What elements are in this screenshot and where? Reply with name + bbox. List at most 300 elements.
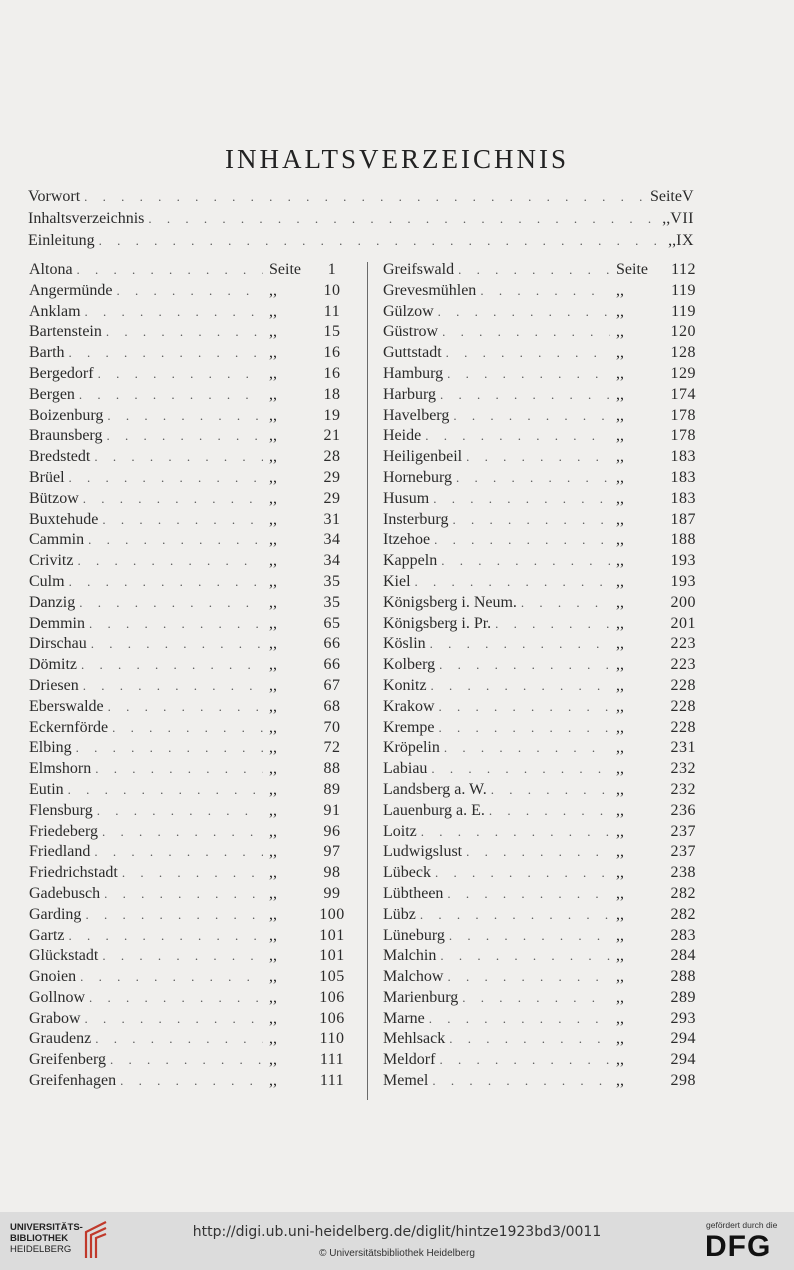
toc-entry	[383, 988, 696, 1009]
toc-entry	[383, 1050, 696, 1071]
toc-entry-page-label: ,,	[616, 1030, 624, 1048]
toc-entry-page-label: ,,	[269, 385, 277, 403]
toc-entry-name: Lübz	[383, 905, 416, 923]
toc-entry	[383, 1029, 696, 1050]
toc-entry-page-number: 119	[671, 302, 696, 320]
toc-entry	[383, 822, 696, 843]
leader-dots	[420, 905, 610, 926]
toc-entry-name: Driesen	[29, 676, 79, 694]
toc-entry-page-number: 35	[323, 572, 341, 590]
toc-entry	[29, 738, 351, 759]
toc-entry-name: Kappeln	[383, 552, 438, 570]
toc-entry	[383, 593, 696, 614]
toc-entry-name: Lübeck	[383, 864, 431, 882]
toc-entry	[383, 676, 696, 697]
leader-dots	[441, 551, 610, 572]
leader-dots	[85, 302, 263, 323]
toc-entry-page-label: ,,	[616, 364, 624, 382]
toc-entry-page-number: 68	[323, 697, 341, 715]
toc-entry-page-number: 201	[670, 614, 696, 632]
toc-entry-name: Bredstedt	[29, 448, 91, 466]
toc-entry-page-number: 200	[670, 593, 696, 611]
toc-entry-page-number: 101	[319, 926, 345, 944]
toc-entry-page-number: 111	[319, 1051, 345, 1069]
page-title: INHALTSVERZEICHNIS	[225, 144, 569, 174]
leader-dots	[495, 614, 610, 635]
toc-entry-name: Königsberg i. Pr.	[383, 614, 492, 632]
toc-entry	[383, 322, 696, 343]
toc-entry-page-label: ,,	[616, 760, 624, 778]
leader-dots	[79, 385, 263, 406]
leader-dots	[434, 530, 610, 551]
toc-entry-page-label: ,,	[616, 427, 624, 445]
toc-entry-page-label: ,,	[269, 822, 277, 840]
leader-dots	[77, 551, 263, 572]
toc-entry-page-label: ,,	[269, 718, 277, 736]
leader-dots	[83, 489, 263, 510]
leader-dots	[77, 260, 263, 281]
toc-entry-page-label: ,,	[616, 780, 624, 798]
toc-entry-name: Barth	[29, 344, 65, 362]
toc-entry-name: Dirschau	[29, 635, 87, 653]
toc-entry-page-number: 237	[670, 843, 696, 861]
leader-dots	[88, 530, 263, 551]
toc-entry-name: Harburg	[383, 385, 437, 403]
toc-entry-page-label: ,,	[616, 302, 624, 320]
leader-dots	[68, 780, 263, 801]
leader-dots	[439, 655, 610, 676]
toc-entry-name: Kolberg	[383, 656, 436, 674]
leader-dots	[480, 281, 610, 302]
toc-entry-page-label: ,,	[269, 468, 277, 486]
toc-entry-name: Grevesmühlen	[383, 281, 477, 299]
library-line-3: HEIDELBERG	[10, 1244, 72, 1255]
toc-entry-page-number: 183	[670, 468, 696, 486]
toc-entry-page-number: 232	[670, 760, 696, 778]
toc-entry-page-number: 193	[670, 552, 696, 570]
toc-entry-name: Buxtehude	[29, 510, 99, 528]
permalink-url[interactable]: http://digi.ub.uni-heidelberg.de/diglit/hintze1923bd3/0011	[192, 1224, 602, 1240]
toc-entry-page-label: ,,	[616, 801, 624, 819]
toc-entry-page-label: ,,	[269, 572, 277, 590]
toc-entry	[29, 718, 351, 739]
toc-entry	[29, 281, 351, 302]
toc-entry-name: Kröpelin	[383, 739, 440, 757]
toc-entry-page-number: 19	[323, 406, 341, 424]
toc-entry	[29, 1071, 351, 1092]
leader-dots	[444, 738, 610, 759]
toc-entry-page-number: 232	[670, 780, 696, 798]
leader-dots	[148, 209, 658, 230]
toc-entry	[29, 946, 351, 967]
toc-entry-name: Guttstadt	[383, 344, 442, 362]
toc-entry-page-number: 18	[323, 385, 341, 403]
toc-entry	[29, 822, 351, 843]
leader-dots	[432, 1071, 610, 1092]
toc-entry-page-label: ,,	[616, 448, 624, 466]
leader-dots	[429, 1009, 610, 1030]
toc-entry-page-label: ,,	[616, 614, 624, 632]
toc-entry	[29, 676, 351, 697]
toc-entry-name: Horneburg	[383, 468, 453, 486]
toc-entry-page-number: 284	[670, 947, 696, 965]
toc-entry-name: Einleitung	[28, 232, 95, 249]
toc-entry-name: Hamburg	[383, 364, 444, 382]
toc-entry-page-label: ,,	[662, 210, 671, 227]
toc-entry-page-label: ,,	[269, 593, 277, 611]
leader-dots	[433, 489, 610, 510]
toc-entry-name: Bergedorf	[29, 364, 94, 382]
toc-entry-page-number: 66	[323, 656, 341, 674]
toc-entry-page-number: 289	[670, 988, 696, 1006]
toc-entry	[383, 343, 696, 364]
toc-entry-page-number: 106	[319, 988, 345, 1006]
toc-entry	[383, 364, 696, 385]
toc-entry-name: Gadebusch	[29, 884, 101, 902]
toc-entry	[29, 842, 351, 863]
toc-entry	[383, 738, 696, 759]
toc-entry-page-number: 21	[323, 427, 341, 445]
toc-entry	[29, 447, 351, 468]
funded-by-label: gefördert durch die	[706, 1220, 778, 1230]
toc-entry-page-label: ,,	[269, 947, 277, 965]
leader-dots	[458, 260, 610, 281]
leader-dots	[415, 572, 610, 593]
toc-entry-page-number: 34	[323, 552, 341, 570]
toc-entry-name: Gartz	[29, 926, 65, 944]
leader-dots	[112, 718, 263, 739]
leader-dots	[442, 322, 610, 343]
leader-dots	[120, 1071, 263, 1092]
toc-entry-page-label: ,,	[616, 635, 624, 653]
leader-dots	[102, 822, 263, 843]
toc-entry-page-number: 238	[670, 864, 696, 882]
toc-entry-name: Elbing	[29, 739, 72, 757]
toc-entry-page-number: 128	[670, 344, 696, 362]
toc-entry-page-label: ,,	[269, 884, 277, 902]
toc-entry-page-label: ,,	[616, 884, 624, 902]
leader-dots	[95, 759, 263, 780]
leader-dots	[80, 967, 263, 988]
toc-entry-name: Friedeberg	[29, 822, 99, 840]
leader-dots	[81, 655, 263, 676]
toc-entry-page-label: ,,	[616, 1072, 624, 1090]
toc-entry-name: Heide	[383, 427, 422, 445]
toc-entry-page-label: ,,	[616, 572, 624, 590]
toc-entry-page-number: 29	[323, 489, 341, 507]
toc-entry-name: Marienburg	[383, 988, 459, 1006]
toc-entry-name: Labiau	[383, 760, 428, 778]
leader-dots	[421, 822, 610, 843]
toc-entry-name: Anklam	[29, 302, 81, 320]
toc-entry-page-number: 67	[323, 676, 341, 694]
leader-dots	[466, 447, 610, 468]
toc-entry-page-label: ,,	[616, 718, 624, 736]
toc-entry-name: Malchin	[383, 947, 437, 965]
toc-entry-name: Inhaltsverzeichnis	[28, 210, 145, 227]
leader-dots	[85, 1009, 263, 1030]
leader-dots	[431, 676, 610, 697]
toc-entry-page-number: 183	[670, 489, 696, 507]
toc-entry-page-number: 228	[670, 676, 696, 694]
toc-entry-name: Königsberg i. Neum.	[383, 593, 517, 611]
toc-entry	[383, 1009, 696, 1030]
toc-entry-page-label: ,,	[269, 614, 277, 632]
leader-dots	[425, 426, 610, 447]
toc-entry	[383, 863, 696, 884]
viewer-footer	[0, 1212, 794, 1270]
leader-dots	[449, 926, 610, 947]
toc-entry-page-number: 35	[323, 593, 341, 611]
leader-dots	[449, 1029, 610, 1050]
toc-entry-page-label: ,,	[616, 531, 624, 549]
library-line-2: BIBLIOTHEK	[10, 1233, 69, 1244]
toc-entry-name: Eckernförde	[29, 718, 109, 736]
toc-entry-name: Braunsberg	[29, 427, 103, 445]
leader-dots	[83, 676, 263, 697]
leader-dots	[439, 718, 610, 739]
toc-entry-page-label: ,,	[269, 739, 277, 757]
toc-entry-page-number: 228	[670, 718, 696, 736]
toc-entry-page-label: ,,	[269, 635, 277, 653]
toc-entry-page-number: 183	[670, 448, 696, 466]
leader-dots	[69, 343, 263, 364]
leader-dots	[85, 905, 263, 926]
toc-left-column	[29, 260, 351, 1092]
copyright-notice: © Universitätsbibliothek Heidelberg	[319, 1248, 475, 1259]
toc-entry	[383, 426, 696, 447]
leader-dots	[89, 614, 263, 635]
toc-entry-page-number: 106	[319, 1009, 345, 1027]
toc-entry	[383, 946, 696, 967]
toc-entry-page-number: 66	[323, 635, 341, 653]
toc-entry	[29, 780, 351, 801]
toc-entry-page-label: ,,	[616, 822, 624, 840]
toc-entry-page-number: 15	[323, 323, 341, 341]
toc-entry-page-label: ,,	[616, 593, 624, 611]
toc-entry	[29, 905, 351, 926]
toc-entry-name: Demmin	[29, 614, 85, 632]
toc-entry-page-number: 89	[323, 780, 341, 798]
leader-dots	[440, 385, 610, 406]
toc-entry-name: Havelberg	[383, 406, 450, 424]
toc-entry-page-number: 237	[670, 822, 696, 840]
toc-entry-page-label: ,,	[269, 801, 277, 819]
toc-entry-page-label: ,,	[616, 947, 624, 965]
toc-entry-name: Culm	[29, 572, 65, 590]
toc-entry-name: Bützow	[29, 489, 79, 507]
toc-entry-name: Friedrichstadt	[29, 864, 118, 882]
toc-entry-page-label: Seite	[269, 261, 301, 278]
toc-entry-page-number: 91	[323, 801, 341, 819]
leader-dots	[440, 946, 610, 967]
toc-entry-name: Glückstadt	[29, 947, 99, 965]
toc-entry	[29, 530, 351, 551]
leader-dots	[431, 759, 610, 780]
toc-entry-page-label: ,,	[616, 968, 624, 986]
toc-entry	[29, 322, 351, 343]
toc-entry-name: Heiligenbeil	[383, 448, 463, 466]
toc-entry-page-label: ,,	[616, 489, 624, 507]
toc-entry-name: Krakow	[383, 697, 435, 715]
toc-entry	[29, 572, 351, 593]
toc-entry-name: Memel	[383, 1072, 429, 1090]
toc-entry-page-number: 294	[670, 1051, 696, 1069]
toc-entry-name: Bergen	[29, 385, 75, 403]
toc-entry-page-label: ,,	[269, 323, 277, 341]
toc-entry-page-number: 174	[670, 385, 696, 403]
toc-entry	[383, 697, 696, 718]
toc-entry	[29, 988, 351, 1009]
toc-entry-page-label: ,,	[269, 364, 277, 382]
toc-entry-name: Grabow	[29, 1009, 81, 1027]
toc-entry	[29, 1009, 351, 1030]
toc-entry-name: Gülzow	[383, 302, 434, 320]
toc-entry	[29, 302, 351, 323]
toc-entry-page-label: ,,	[616, 1051, 624, 1069]
leader-dots	[117, 281, 263, 302]
toc-entry	[29, 343, 351, 364]
toc-entry-name: Krempe	[383, 718, 435, 736]
toc-entry-page-label: ,,	[269, 864, 277, 882]
column-divider	[367, 262, 368, 1100]
toc-entry-page-number: 31	[323, 510, 341, 528]
toc-entry-page-number: 99	[323, 884, 341, 902]
toc-entry	[383, 281, 696, 302]
leader-dots	[69, 468, 263, 489]
toc-entry-page-number: 282	[670, 884, 696, 902]
toc-entry	[28, 231, 694, 253]
toc-entry	[383, 302, 696, 323]
toc-entry-page-number: 223	[670, 635, 696, 653]
leader-dots	[84, 187, 646, 208]
toc-entry-name: Greifenberg	[29, 1051, 106, 1069]
toc-entry	[383, 551, 696, 572]
toc-entry-page-label: ,,	[269, 1051, 277, 1069]
leader-dots	[491, 780, 610, 801]
toc-entry-name: Itzehoe	[383, 531, 431, 549]
toc-entry-page-number: 29	[323, 468, 341, 486]
toc-entry-page-number: 228	[670, 697, 696, 715]
toc-entry-page-number: 11	[323, 302, 341, 320]
toc-entry-page-label: ,,	[668, 232, 677, 249]
toc-entry-page-label: ,,	[616, 864, 624, 882]
toc-entry	[383, 759, 696, 780]
toc-entry-name: Eutin	[29, 780, 64, 798]
leader-dots	[439, 1050, 610, 1071]
leader-dots	[466, 842, 610, 863]
toc-entry-name: Kiel	[383, 572, 411, 590]
toc-entry-page-number: 16	[323, 344, 341, 362]
leader-dots	[456, 468, 610, 489]
toc-entry-page-label: ,,	[269, 780, 277, 798]
toc-entry	[29, 510, 351, 531]
toc-entry-page-label: ,,	[269, 552, 277, 570]
leader-dots	[94, 447, 263, 468]
toc-entry-page-label: ,,	[269, 448, 277, 466]
toc-entry-name: Insterburg	[383, 510, 449, 528]
toc-entry-page-label: ,,	[269, 1072, 277, 1090]
toc-entry	[383, 967, 696, 988]
toc-entry	[29, 697, 351, 718]
toc-entry-page-number: 100	[319, 905, 345, 923]
dfg-logo: DFG	[705, 1230, 772, 1263]
toc-entry-name: Lübtheen	[383, 884, 444, 902]
toc-entry-page-number: IX	[676, 232, 694, 249]
toc-entry-page-label: ,,	[616, 843, 624, 861]
toc-entry-page-number: 119	[671, 281, 696, 299]
toc-entry-page-label: ,,	[269, 344, 277, 362]
toc-entry-page-label: ,,	[269, 656, 277, 674]
toc-entry-name: Bartenstein	[29, 323, 102, 341]
toc-entry-page-number: 16	[323, 364, 341, 382]
toc-entry	[383, 510, 696, 531]
toc-entry-page-label: ,,	[616, 552, 624, 570]
toc-entry-page-number: 98	[323, 864, 341, 882]
toc-entry-page-label: ,,	[616, 905, 624, 923]
leader-dots	[447, 884, 610, 905]
leader-dots	[89, 988, 263, 1009]
toc-entry	[29, 593, 351, 614]
leader-dots	[108, 697, 263, 718]
toc-entry-page-number: 293	[670, 1009, 696, 1027]
toc-entry-name: Lauenburg a. E.	[383, 801, 485, 819]
toc-entry-page-number: 101	[319, 947, 345, 965]
toc-entry-page-number: 72	[323, 739, 341, 757]
toc-entry-page-label: ,,	[269, 676, 277, 694]
toc-entry-page-number: 28	[323, 448, 341, 466]
toc-entry-page-number: 178	[670, 406, 696, 424]
toc-entry	[29, 385, 351, 406]
leader-dots	[438, 302, 610, 323]
leader-dots	[521, 593, 610, 614]
toc-entry-name: Landsberg a. W.	[383, 780, 487, 798]
toc-entry-page-number: 282	[670, 905, 696, 923]
toc-entry-name: Mehlsack	[383, 1030, 446, 1048]
toc-entry	[29, 655, 351, 676]
leader-dots	[447, 364, 610, 385]
toc-entry	[383, 926, 696, 947]
toc-entry-page-number: 120	[670, 323, 696, 341]
leader-dots	[489, 801, 610, 822]
toc-entry	[29, 863, 351, 884]
toc-entry	[29, 406, 351, 427]
leader-dots	[430, 634, 610, 655]
toc-entry-page-label: ,,	[269, 968, 277, 986]
toc-entry-page-number: 236	[670, 801, 696, 819]
toc-entry	[29, 426, 351, 447]
toc-entry-name: Eberswalde	[29, 697, 104, 715]
toc-entry	[29, 260, 351, 281]
toc-entry-name: Gollnow	[29, 988, 85, 1006]
toc-entry-page-label: ,,	[616, 323, 624, 341]
toc-entry-page-label: ,,	[269, 406, 277, 424]
toc-entry-page-label: ,,	[269, 760, 277, 778]
toc-entry	[383, 780, 696, 801]
toc-entry-page-number: 112	[671, 261, 696, 278]
toc-entry-page-number: 111	[319, 1072, 345, 1090]
toc-entry-name: Danzig	[29, 593, 76, 611]
leader-dots	[69, 572, 263, 593]
toc-entry	[383, 634, 696, 655]
toc-entry-name: Cammin	[29, 531, 85, 549]
toc-entry-page-label: ,,	[269, 281, 277, 299]
toc-entry-page-number: V	[681, 188, 694, 205]
toc-entry-page-number: 231	[670, 739, 696, 757]
leader-dots	[104, 884, 263, 905]
toc-entry-name: Elmshorn	[29, 760, 92, 778]
toc-entry-page-number: VII	[670, 210, 694, 227]
